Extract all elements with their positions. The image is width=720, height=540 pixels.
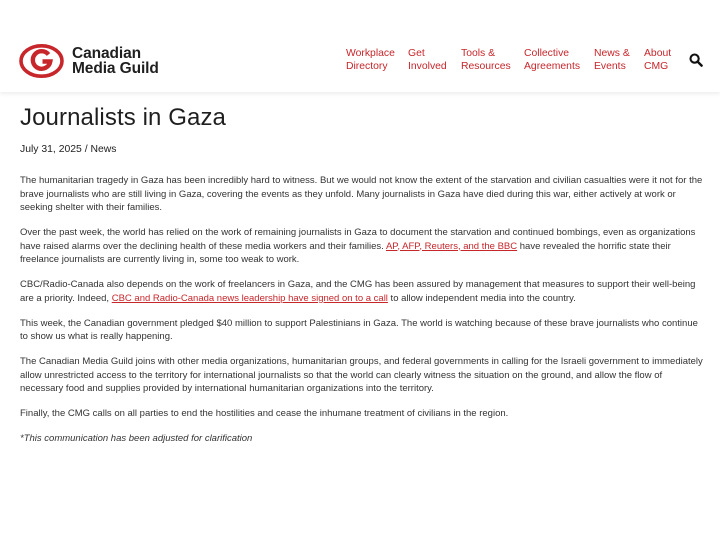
nav-label-line1: News & xyxy=(594,48,630,59)
paragraph-2 xyxy=(20,226,708,267)
article-date: July 31, 2025 xyxy=(20,144,82,155)
nav-label-line1: About xyxy=(644,48,672,59)
paragraph-1: The humanitarian tragedy in Gaza has been incredibly hard to witness. But we would not know the extent of the starvation and civilian casualties were it not for the brave journalists who are still living in Gaza, covering the events as they unfold. Many journalists in Gaza have died during this war, either actively at work or seeking shelter with their families. xyxy=(20,175,703,213)
nav-label-line2: Directory xyxy=(346,60,388,72)
link-news-agencies[interactable]: AP, AFP, Reuters, and the BBC xyxy=(385,240,518,252)
nav-label-line2: CMG xyxy=(644,60,669,72)
nav-label-line1: Get xyxy=(408,48,425,59)
article-category[interactable]: News xyxy=(90,144,117,155)
nav-news-events[interactable] xyxy=(594,48,644,73)
paragraph-3-text-end: to allow independent media into the country. xyxy=(387,292,576,304)
nav-workplace-directory[interactable] xyxy=(346,48,408,73)
logo-line-2: Media Guild xyxy=(72,60,159,77)
paragraph-4: This week, the Canadian government pledged $40 million to support Palestinians in Gaza. The world is watching because of these brave journalists who continue to show us what is really happening. xyxy=(20,317,698,342)
paragraph-3 xyxy=(20,278,708,305)
clarification-note: *This communication has been adjusted for clarification xyxy=(20,433,253,444)
nav-label-line2: Agreements xyxy=(524,60,581,72)
site-header xyxy=(0,0,720,92)
nav-label-line1: Workplace xyxy=(346,48,395,59)
nav-label-line1: Tools & xyxy=(461,48,496,59)
logo-line-1: Canadian xyxy=(72,45,141,62)
paragraph-6: Finally, the CMG calls on all parties to end the hostilities and cease the inhumane treatment of civilians in the region. xyxy=(20,408,509,419)
nav-get-involved[interactable] xyxy=(408,48,461,73)
nav-label-line2: Involved xyxy=(408,60,447,72)
site-logo[interactable] xyxy=(19,43,159,79)
paragraph-2-text: Over the past week, the world has relied on the work of remaining journalists in Gaza to document the starvation and continued bombings, even as organizations have raised alarms over the declining health of these media workers and their families. xyxy=(20,227,696,252)
link-cbc-call[interactable]: CBC and Radio-Canada news leadership have signed on to a call xyxy=(111,292,388,304)
main-nav xyxy=(346,48,684,73)
search-button[interactable] xyxy=(689,53,703,72)
nav-label-line2: Events xyxy=(594,60,626,72)
logo-wordmark xyxy=(72,46,159,76)
meta-separator: / xyxy=(81,144,91,155)
nav-collective-agreements[interactable] xyxy=(524,48,594,73)
article-meta xyxy=(20,144,708,155)
page-title: Journalists in Gaza xyxy=(20,104,226,131)
nav-about-cmg[interactable] xyxy=(644,48,684,73)
cmg-logo-icon xyxy=(19,43,64,79)
article-body xyxy=(20,174,708,446)
paragraph-5: The Canadian Media Guild joins with other media organizations, humanitarian groups, and federal governments in calling for the Israeli government to immediately allow unrestricted access to the territory for international journalists so that the world can clearly witness the situation on the ground, and allow the flow of necessary food and supplies provided by international humanitarian organizations into the territory. xyxy=(20,356,703,394)
article xyxy=(20,104,708,457)
nav-label-line1: Collective xyxy=(524,48,570,59)
nav-label-line2: Resources xyxy=(461,60,511,72)
paragraph-2-text-end: have revealed the horrific state their freelance journalists are currently living in, some too weak to work. xyxy=(20,240,671,265)
paragraph-3-text: CBC/Radio-Canada also depends on the work of freelancers in Gaza, and the CMG has been assured by management that measures to support their well-being are a priority. Indeed, xyxy=(20,279,696,304)
nav-tools-resources[interactable] xyxy=(461,48,524,73)
search-icon xyxy=(689,53,703,67)
